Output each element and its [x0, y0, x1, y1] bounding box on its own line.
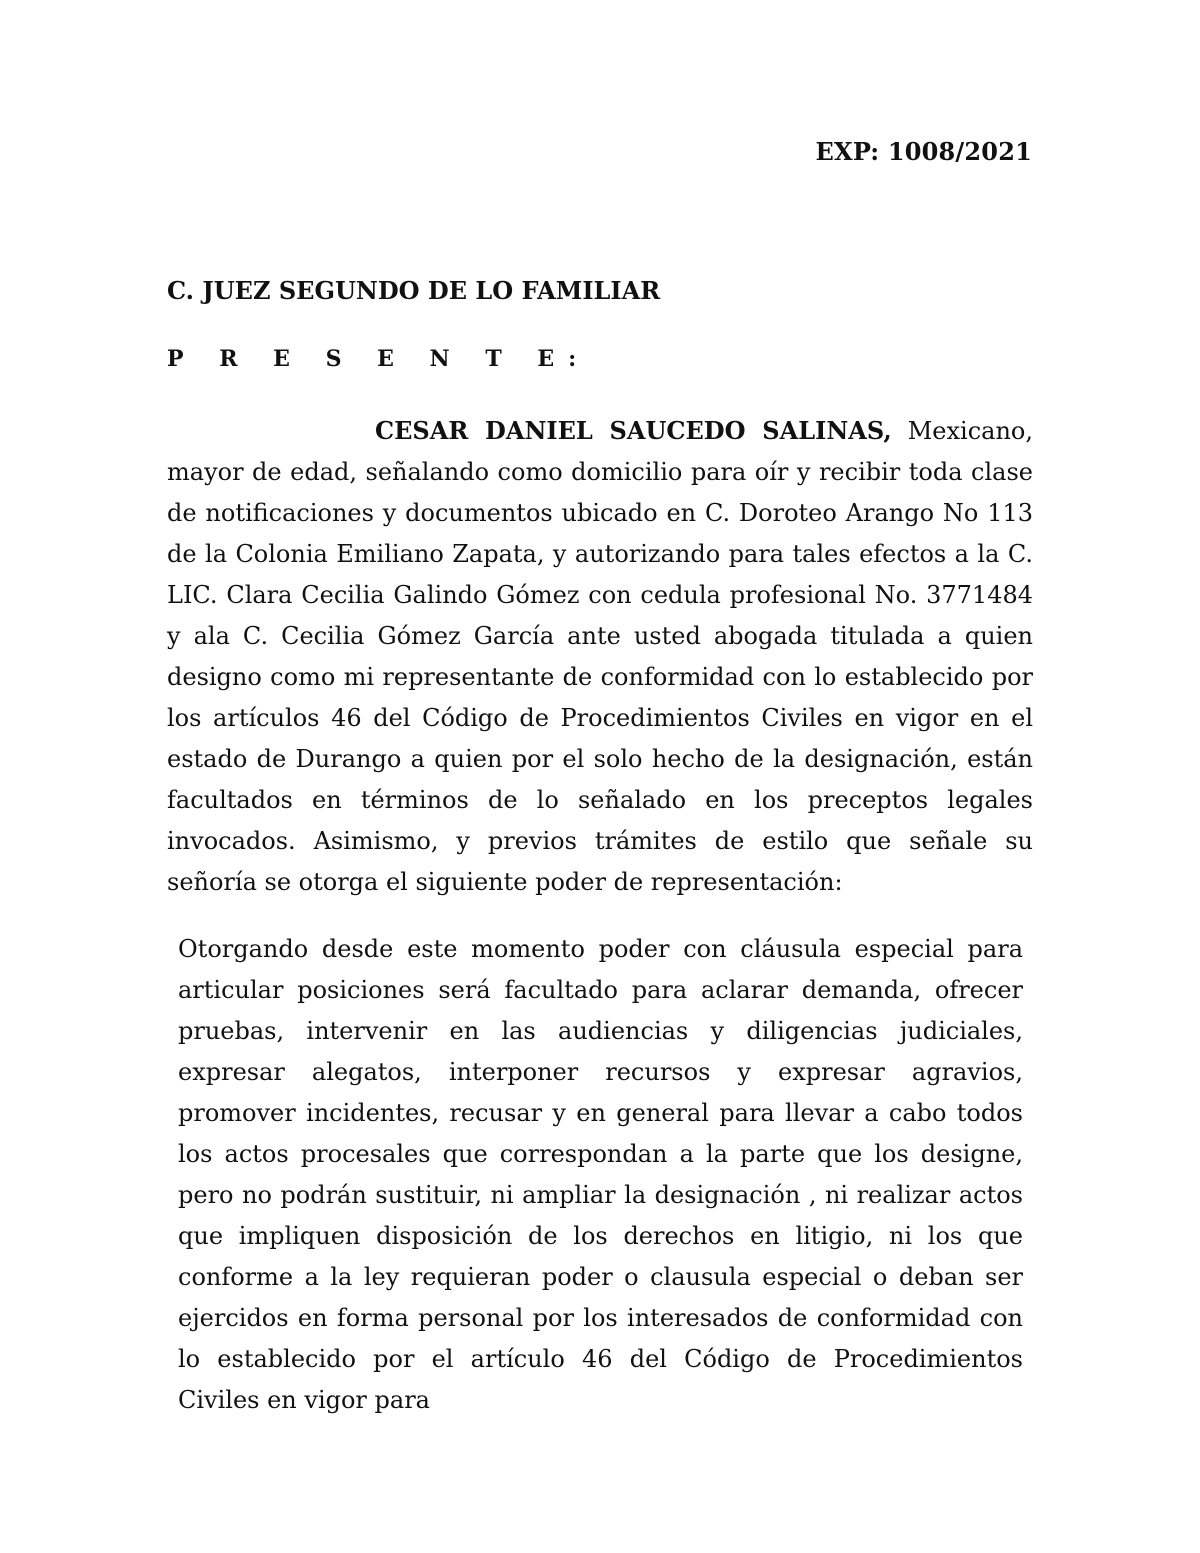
promovente-name: CESAR DANIEL SAUCEDO SALINAS, [375, 416, 892, 445]
addressee-line: C. JUEZ SEGUNDO DE LO FAMILIAR [167, 276, 661, 305]
clause-paragraph: Otorgando desde este momento poder con cláusula especial para articular posiciones será facultado para aclarar demanda, ofrecer pruebas, intervenir en las audiencias y diligencias judiciales, expresar alegatos, interponer recursos y expresar agravios, promover incidentes, recusar y en general para llevar a cabo todos los actos procesales que correspondan a la parte que los designe, pero no podrán sustituir, ni ampliar la designación , ni realizar actos que impliquen disposición de los derechos en litigio, ni los que conforme a la ley requieran poder o clausula especial o deban ser ejercidos en forma personal por los interesados de conformidad con lo establecido por el artículo 46 del Código de Procedimientos Civiles en vigor para [178, 935, 1023, 1414]
presente-heading: P R E S E N T E: [167, 346, 591, 372]
body-paragraph [167, 410, 1033, 903]
body-paragraph-text: Mexicano, mayor de edad, señalando como domicilio para oír y recibir toda clase de notificaciones y documentos ubicado en C. Doroteo Arango No 113 de la Colonia Emiliano Zapata, y autorizando para tales efectos a la C. LIC. Clara Cecilia Galindo Gómez con cedula profesional No. 3771484 y ala C. Cecilia Gómez García ante usted abogada titulada a quien designo como mi representante de conformidad con lo establecido por los artículos 46 del Código de Procedimientos Civiles en vigor en el estado de Durango a quien por el solo hecho de la designación, están facultados en términos de lo señalado en los preceptos legales invocados. Asimismo, y previos trámites de estilo que señale su señoría se otorga el siguiente poder de representación: [167, 417, 1033, 896]
case-number: EXP: 1008/2021 [815, 137, 1032, 166]
